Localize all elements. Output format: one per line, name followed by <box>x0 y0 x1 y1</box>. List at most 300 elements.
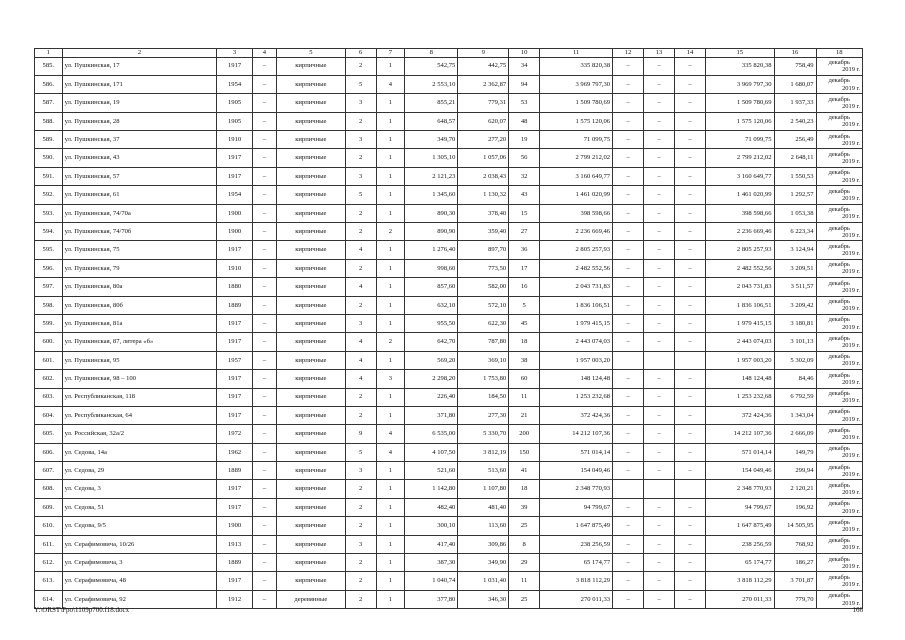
deadline-month: декабрь <box>828 390 850 398</box>
table-cell: 300,10 <box>405 517 458 535</box>
table-cell: 606. <box>35 443 63 461</box>
table-cell: 5 <box>345 186 376 204</box>
table-row <box>35 112 863 130</box>
table-cell: ул. Серафимовича, 48 <box>62 572 217 590</box>
table-cell: – <box>613 296 644 314</box>
table-cell: 648,57 <box>405 112 458 130</box>
table-cell: – <box>613 94 644 112</box>
table-cell: – <box>644 278 675 296</box>
table-cell: – <box>644 590 675 608</box>
table-cell: – <box>644 204 675 222</box>
table-cell: 586. <box>35 75 63 93</box>
deadline-month: декабрь <box>828 279 850 287</box>
table-cell: 642,70 <box>405 333 458 351</box>
table-cell: – <box>644 498 675 516</box>
table-cell: 346,30 <box>458 590 509 608</box>
table-cell: 36 <box>509 241 540 259</box>
table-cell: 1905 <box>217 94 252 112</box>
table-cell: 1 040,74 <box>405 572 458 590</box>
table-cell: 4 <box>376 75 405 93</box>
table-cell: – <box>252 462 276 480</box>
table-cell: 5 330,70 <box>458 425 509 443</box>
table-cell: кирпичные <box>277 75 346 93</box>
table-cell: 482,40 <box>405 498 458 516</box>
table-cell: 1917 <box>217 480 252 498</box>
table-row <box>35 167 863 185</box>
table-cell: 3 701,87 <box>774 572 816 590</box>
deadline-year: 2019 г. <box>842 378 860 386</box>
table-cell: ул. Республиканская, 118 <box>62 388 217 406</box>
table-cell: – <box>644 149 675 167</box>
table-cell: 1 <box>376 186 405 204</box>
table-cell: кирпичные <box>277 296 346 314</box>
table-cell: – <box>613 572 644 590</box>
table-cell: кирпичные <box>277 112 346 130</box>
deadline-year: 2019 г. <box>842 213 860 221</box>
table-cell: – <box>613 370 644 388</box>
table-cell: ул. Пушкинская, 43 <box>62 149 217 167</box>
table-cell: 1 <box>376 94 405 112</box>
table-cell: ул. Пушкинская, 79 <box>62 259 217 277</box>
table-cell: 349,70 <box>405 131 458 149</box>
table-cell: 1 836 106,51 <box>705 296 774 314</box>
deadline-cell <box>816 462 863 480</box>
table-cell: 1 753,80 <box>458 370 509 388</box>
column-number-cell: 13 <box>644 49 675 58</box>
table-cell: 270 011,33 <box>705 590 774 608</box>
deadline-month: декабрь <box>828 518 850 526</box>
deadline-year: 2019 г. <box>842 452 860 460</box>
deadline-cell <box>816 406 863 424</box>
table-cell: 1 292,57 <box>774 186 816 204</box>
deadline-month: декабрь <box>828 463 850 471</box>
table-cell: 148 124,48 <box>705 370 774 388</box>
table-cell: – <box>644 572 675 590</box>
table-cell: 2 482 552,56 <box>705 259 774 277</box>
table-cell: 398 598,66 <box>705 204 774 222</box>
table-cell: 589. <box>35 131 63 149</box>
table-cell: – <box>252 296 276 314</box>
table-cell: 2 <box>345 554 376 572</box>
table-cell: 1917 <box>217 167 252 185</box>
table-cell <box>675 351 706 369</box>
table-cell: 18 <box>509 333 540 351</box>
table-cell: 1 979 415,15 <box>705 314 774 332</box>
table-cell: 857,60 <box>405 278 458 296</box>
table-cell: 614. <box>35 590 63 608</box>
column-number-cell: 3 <box>217 49 252 58</box>
table-cell: 1 305,10 <box>405 149 458 167</box>
table-cell: 71 099,75 <box>540 131 613 149</box>
column-number-cell: 15 <box>705 49 774 58</box>
table-row <box>35 498 863 516</box>
table-cell: 585. <box>35 57 63 75</box>
table-cell: 481,40 <box>458 498 509 516</box>
table-cell: – <box>644 388 675 406</box>
table-cell: 2 799 212,02 <box>705 149 774 167</box>
table-cell: 2 043 731,83 <box>540 278 613 296</box>
table-cell: 2 648,11 <box>774 149 816 167</box>
table-cell: 609. <box>35 498 63 516</box>
table-cell: 1880 <box>217 278 252 296</box>
table-cell: кирпичные <box>277 278 346 296</box>
table-cell: – <box>613 498 644 516</box>
table-cell: 5 302,09 <box>774 351 816 369</box>
deadline-cell <box>816 204 863 222</box>
table-cell: 604. <box>35 406 63 424</box>
table-cell: 1 <box>376 498 405 516</box>
table-cell: 1 <box>376 259 405 277</box>
table-cell: – <box>252 333 276 351</box>
table-cell: – <box>675 167 706 185</box>
table-cell: ул. Пушкинская, 171 <box>62 75 217 93</box>
deadline-month: декабрь <box>828 316 850 324</box>
table-cell: 1 <box>376 149 405 167</box>
table-cell: – <box>252 314 276 332</box>
table-row <box>35 57 863 75</box>
table-cell: – <box>252 204 276 222</box>
table-cell: 1962 <box>217 443 252 461</box>
deadline-cell <box>816 388 863 406</box>
table-cell: 1 957 003,20 <box>540 351 613 369</box>
deadline-year: 2019 г. <box>842 434 860 441</box>
table-cell: 1 343,04 <box>774 406 816 424</box>
deadline-year: 2019 г. <box>842 139 860 147</box>
table-cell: 94 799,67 <box>705 498 774 516</box>
table-cell <box>675 480 706 498</box>
table-cell: кирпичные <box>277 57 346 75</box>
table-cell: 587. <box>35 94 63 112</box>
column-number-cell: 8 <box>405 49 458 58</box>
table-cell: 2 298,20 <box>405 370 458 388</box>
table-cell: 369,10 <box>458 351 509 369</box>
table-cell: 632,10 <box>405 296 458 314</box>
table-cell: кирпичные <box>277 167 346 185</box>
table-cell: 3 818 112,29 <box>705 572 774 590</box>
table-cell: 196,92 <box>774 498 816 516</box>
table-row <box>35 480 863 498</box>
table-cell: – <box>613 241 644 259</box>
table-cell: кирпичные <box>277 241 346 259</box>
table-cell: 1 836 106,51 <box>540 296 613 314</box>
table-cell: – <box>613 406 644 424</box>
table-cell: 597. <box>35 278 63 296</box>
table-cell: 758,49 <box>774 57 816 75</box>
table-cell: 256,49 <box>774 131 816 149</box>
deadline-year: 2019 г. <box>842 268 860 276</box>
table-cell: 1 <box>376 480 405 498</box>
table-cell: 372 424,36 <box>540 406 613 424</box>
table-cell: ул. Седова, 51 <box>62 498 217 516</box>
table-cell: 2 805 257,93 <box>540 241 613 259</box>
table-cell: 2 443 074,03 <box>540 333 613 351</box>
table-cell: – <box>675 535 706 553</box>
table-cell: 154 049,46 <box>705 462 774 480</box>
table-cell: 16 <box>509 278 540 296</box>
table-cell: 17 <box>509 259 540 277</box>
table-cell: 4 <box>345 241 376 259</box>
table-cell: 1 <box>376 278 405 296</box>
table-row <box>35 406 863 424</box>
deadline-month: декабрь <box>828 224 850 232</box>
table-cell: 2 <box>345 149 376 167</box>
table-cell: 620,07 <box>458 112 509 130</box>
table-cell: 1917 <box>217 314 252 332</box>
table-cell: 1 <box>376 241 405 259</box>
table-cell: 184,50 <box>458 388 509 406</box>
table-cell: 521,60 <box>405 462 458 480</box>
table-cell: ул. Пушкинская, 37 <box>62 131 217 149</box>
table-cell: – <box>252 517 276 535</box>
deadline-cell <box>816 535 863 553</box>
table-cell: 4 <box>345 351 376 369</box>
table-cell: 11 <box>509 572 540 590</box>
deadline-year: 2019 г. <box>842 360 860 368</box>
table-cell <box>644 351 675 369</box>
table-cell: – <box>644 314 675 332</box>
column-number-cell: 10 <box>509 49 540 58</box>
table-cell: 4 <box>345 370 376 388</box>
table-cell: – <box>675 517 706 535</box>
table-cell: 2 348 770,93 <box>540 480 613 498</box>
table-cell: 1917 <box>217 333 252 351</box>
table-cell: ул. Серафимовича, 92 <box>62 590 217 608</box>
deadline-cell <box>816 517 863 535</box>
table-cell: 613. <box>35 572 63 590</box>
deadline-year: 2019 г. <box>842 507 860 515</box>
table-cell: 60 <box>509 370 540 388</box>
table-cell: – <box>252 167 276 185</box>
deadline-year: 2019 г. <box>842 489 860 497</box>
table-cell: 3 511,57 <box>774 278 816 296</box>
table-cell: 150 <box>509 443 540 461</box>
table-row <box>35 204 863 222</box>
table-cell: 1900 <box>217 204 252 222</box>
table-cell: кирпичные <box>277 186 346 204</box>
table-row <box>35 370 863 388</box>
table-cell: – <box>252 57 276 75</box>
table-cell: – <box>644 186 675 204</box>
table-cell: 1 979 415,15 <box>540 314 613 332</box>
table-cell: 1 <box>376 462 405 480</box>
column-number-cell: 4 <box>252 49 276 58</box>
table-cell: – <box>252 94 276 112</box>
table-cell: 513,60 <box>458 462 509 480</box>
table-cell: 94 <box>509 75 540 93</box>
deadline-year: 2019 г. <box>842 194 860 202</box>
table-row <box>35 241 863 259</box>
table-cell: – <box>252 425 276 443</box>
deadline-cell <box>816 296 863 314</box>
table-cell: 25 <box>509 590 540 608</box>
table-cell: кирпичные <box>277 572 346 590</box>
column-number-cell: 7 <box>376 49 405 58</box>
table-cell: – <box>252 554 276 572</box>
column-number-cell: 2 <box>62 49 217 58</box>
table-cell: 2 <box>376 223 405 241</box>
table-row <box>35 535 863 553</box>
table-cell: 1 345,60 <box>405 186 458 204</box>
deadline-year: 2019 г. <box>842 397 860 405</box>
deadline-cell <box>816 351 863 369</box>
table-cell: 34 <box>509 57 540 75</box>
table-cell: – <box>644 333 675 351</box>
table-cell: 309,86 <box>458 535 509 553</box>
deadline-month: декабрь <box>828 298 850 306</box>
table-cell: 1889 <box>217 554 252 572</box>
table-cell: 19 <box>509 131 540 149</box>
table-cell: 442,75 <box>458 57 509 75</box>
table-cell: 768,92 <box>774 535 816 553</box>
table-cell: – <box>644 535 675 553</box>
table-row <box>35 554 863 572</box>
table-cell: 2 <box>345 296 376 314</box>
table-cell: 608. <box>35 480 63 498</box>
table-row <box>35 186 863 204</box>
table-cell: 3 <box>345 462 376 480</box>
table-cell: 594. <box>35 223 63 241</box>
table-cell: 9 <box>345 425 376 443</box>
table-cell: 1 937,33 <box>774 94 816 112</box>
deadline-month: декабрь <box>828 408 850 416</box>
deadline-cell <box>816 75 863 93</box>
table-cell: 1900 <box>217 517 252 535</box>
table-cell: – <box>252 186 276 204</box>
table-cell: 572,10 <box>458 296 509 314</box>
table-cell: 1 647 875,49 <box>705 517 774 535</box>
table-cell: 612. <box>35 554 63 572</box>
table-cell: 2 799 212,02 <box>540 149 613 167</box>
deadline-month: декабрь <box>828 334 850 342</box>
table-cell: 65 174,77 <box>540 554 613 572</box>
table-cell: 1917 <box>217 406 252 424</box>
table-cell: 571 014,14 <box>705 443 774 461</box>
table-cell: 2 <box>345 57 376 75</box>
column-number-cell: 5 <box>277 49 346 58</box>
table-cell: – <box>644 223 675 241</box>
table-cell: ул. Пушкинская, 28 <box>62 112 217 130</box>
table-cell: 18 <box>509 480 540 498</box>
table-cell: – <box>613 535 644 553</box>
table-cell: 1957 <box>217 351 252 369</box>
deadline-month: декабрь <box>828 573 850 581</box>
table-cell: – <box>675 223 706 241</box>
table-cell: 3 <box>345 535 376 553</box>
table-cell: – <box>252 572 276 590</box>
table-cell: 3 209,51 <box>774 259 816 277</box>
deadline-cell <box>816 149 863 167</box>
table-cell: 542,75 <box>405 57 458 75</box>
table-cell: – <box>675 75 706 93</box>
table-cell: кирпичные <box>277 259 346 277</box>
table-row <box>35 131 863 149</box>
table-cell: деревянные <box>277 590 346 608</box>
table-cell: 1 <box>376 296 405 314</box>
table-cell: – <box>613 425 644 443</box>
table-cell: 2 043 731,83 <box>705 278 774 296</box>
table-cell: кирпичные <box>277 370 346 388</box>
table-cell: – <box>644 94 675 112</box>
table-cell: – <box>252 443 276 461</box>
table-cell: 3 <box>345 131 376 149</box>
table-cell: – <box>675 131 706 149</box>
table-cell: 299,94 <box>774 462 816 480</box>
table-cell: – <box>644 425 675 443</box>
table-cell: 1 <box>376 167 405 185</box>
deadline-cell <box>816 167 863 185</box>
table-cell: 270 011,33 <box>540 590 613 608</box>
deadline-month: декабрь <box>828 187 850 195</box>
table-cell <box>613 351 644 369</box>
table-cell: 605. <box>35 425 63 443</box>
table-cell: 1 509 780,69 <box>540 94 613 112</box>
table-cell: 1 142,80 <box>405 480 458 498</box>
table-cell: – <box>675 554 706 572</box>
table-cell: 2 236 669,46 <box>540 223 613 241</box>
table-cell: – <box>613 278 644 296</box>
table-cell: 610. <box>35 517 63 535</box>
table-cell: 4 <box>345 278 376 296</box>
table-cell: 277,20 <box>458 131 509 149</box>
deadline-cell <box>816 186 863 204</box>
table-cell: – <box>613 149 644 167</box>
column-number-cell: 6 <box>345 49 376 58</box>
table-cell: кирпичные <box>277 535 346 553</box>
table-cell: 1 680,07 <box>774 75 816 93</box>
table-cell: ул. Седова, 9/5 <box>62 517 217 535</box>
table-cell: 582,00 <box>458 278 509 296</box>
table-cell: – <box>252 370 276 388</box>
table-cell: – <box>252 149 276 167</box>
deadline-month: декабрь <box>828 114 850 122</box>
table-cell: 2 <box>345 406 376 424</box>
table-cell: 29 <box>509 554 540 572</box>
table-cell: – <box>252 259 276 277</box>
deadline-year: 2019 г. <box>842 121 860 129</box>
table-cell: 21 <box>509 406 540 424</box>
table-cell: – <box>675 443 706 461</box>
column-number-row <box>35 49 863 58</box>
table-cell: 1913 <box>217 535 252 553</box>
deadline-cell <box>816 94 863 112</box>
table-cell: 378,40 <box>458 204 509 222</box>
table-cell: 1 031,40 <box>458 572 509 590</box>
table-cell: – <box>252 75 276 93</box>
table-cell: – <box>252 406 276 424</box>
table-cell: – <box>675 278 706 296</box>
deadline-cell <box>816 112 863 130</box>
table-cell: 148 124,48 <box>540 370 613 388</box>
table-cell: 2 236 669,46 <box>705 223 774 241</box>
deadline-year: 2019 г. <box>842 562 860 570</box>
table-cell: ул. Седова, 3 <box>62 480 217 498</box>
deadline-year: 2019 г. <box>842 305 860 313</box>
table-cell: 571 014,14 <box>540 443 613 461</box>
table-cell: ул. Пушкинская, 57 <box>62 167 217 185</box>
table-cell: 27 <box>509 223 540 241</box>
table-cell: 1910 <box>217 131 252 149</box>
table-cell: – <box>613 204 644 222</box>
table-row <box>35 443 863 461</box>
table-cell: 1 253 232,68 <box>540 388 613 406</box>
table-cell: ул. Пушкинская, 87, литера «б» <box>62 333 217 351</box>
table-cell: 387,30 <box>405 554 458 572</box>
table-cell: 600. <box>35 333 63 351</box>
table-cell: ул. Пушкинская, 80б <box>62 296 217 314</box>
table-cell: 592. <box>35 186 63 204</box>
table-cell <box>613 480 644 498</box>
table-cell: 2 038,43 <box>458 167 509 185</box>
